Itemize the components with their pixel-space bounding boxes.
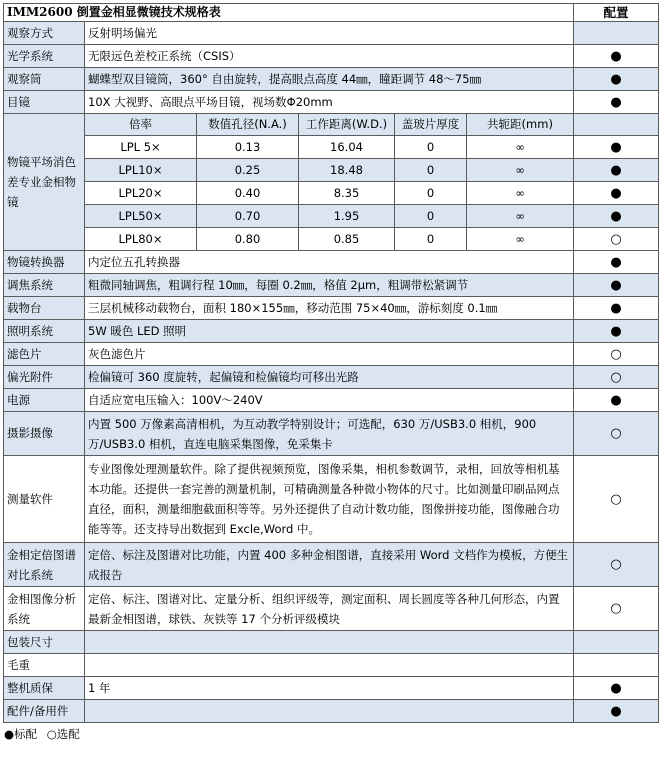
row-label-warranty: 整机质保 xyxy=(4,677,85,700)
legend xyxy=(4,726,661,742)
table-row xyxy=(4,159,659,182)
objective-header-na: 数值孔径(N.A.) xyxy=(197,114,299,136)
objective-cover: 0 xyxy=(395,182,467,205)
row-label-nosepiece: 物镜转换器 xyxy=(4,251,85,274)
objective-mag: LPL80× xyxy=(85,228,197,251)
row-value-filter: 灰色滤色片 xyxy=(85,343,574,366)
row-value-illumination: 5W 暖色 LED 照明 xyxy=(85,320,574,343)
objective-conj: ∞ xyxy=(467,182,574,205)
row-config-focusing: ● xyxy=(574,274,659,297)
objective-na: 0.70 xyxy=(197,205,299,228)
objective-cover: 0 xyxy=(395,136,467,159)
objective-conj: ∞ xyxy=(467,205,574,228)
row-label-objective: 物镜平场消色差专业金相物镜 xyxy=(4,114,85,251)
objective-config: ● xyxy=(574,136,659,159)
objective-config: ● xyxy=(574,159,659,182)
model-number: IMM2600 xyxy=(7,5,73,19)
row-value-nosepiece: 内定位五孔转换器 xyxy=(85,251,574,274)
table-row xyxy=(4,205,659,228)
row-config-accessories: ● xyxy=(574,700,659,723)
objective-wd: 8.35 xyxy=(299,182,395,205)
row-label-optical-system: 光学系统 xyxy=(4,45,85,68)
objective-mag: LPL10× xyxy=(85,159,197,182)
row-value-camera: 内置 500 万像素高清相机，为互动教学特别设计；可选配，630 万/USB3.0 相机，900 万/USB3.0 相机，直连电脑采集图像，免采集卡 xyxy=(85,412,574,456)
table-title xyxy=(4,4,574,22)
row-value-gross-weight xyxy=(85,654,574,677)
row-label-filter: 滤色片 xyxy=(4,343,85,366)
objective-config: ● xyxy=(574,182,659,205)
row-label-power: 电源 xyxy=(4,389,85,412)
row-config-illumination: ● xyxy=(574,320,659,343)
objective-header-conj: 共轭距(mm) xyxy=(467,114,574,136)
objective-na: 0.13 xyxy=(197,136,299,159)
objective-cover: 0 xyxy=(395,159,467,182)
row-value-power: 自适应宽电压输入：100V～240V xyxy=(85,389,574,412)
row-label-observation-mode: 观察方式 xyxy=(4,22,85,45)
row-config-nosepiece: ● xyxy=(574,251,659,274)
objective-header-mag: 倍率 xyxy=(85,114,197,136)
objective-wd: 1.95 xyxy=(299,205,395,228)
objective-conj: ∞ xyxy=(467,136,574,159)
row-label-atlas: 金相定倍图谱对比系统 xyxy=(4,543,85,587)
row-config-gross-weight xyxy=(574,654,659,677)
row-config-stage: ● xyxy=(574,297,659,320)
objective-na: 0.40 xyxy=(197,182,299,205)
row-config-eyepiece: ● xyxy=(574,91,659,114)
row-config-atlas: ○ xyxy=(574,543,659,587)
objective-conj: ∞ xyxy=(467,159,574,182)
row-label-illumination: 照明系统 xyxy=(4,320,85,343)
objective-wd: 18.48 xyxy=(299,159,395,182)
row-label-stage: 载物台 xyxy=(4,297,85,320)
row-value-stage: 三层机械移动载物台，面积 180×155㎜，移动范围 75×40㎜，游标刻度 0.1㎜ xyxy=(85,297,574,320)
row-config-analysis: ○ xyxy=(574,587,659,631)
row-label-package-size: 包装尺寸 xyxy=(4,631,85,654)
row-config-polarizer: ○ xyxy=(574,366,659,389)
row-value-software: 专业图像处理测量软件。除了提供视频预览，图像采集，相机参数调节，录相，回放等相机基本功能。还提供一套完善的测量机制，可精确测量各种微小物体的尺寸。比如测量印刷品网点直径，面积，测量细胞截面积等等。另外还提供了自动计数功能，图像拼接功能，图像融合功能等等。还支持导出数据到 Excle,Word 中。 xyxy=(85,456,574,543)
row-label-camera: 摄影摄像 xyxy=(4,412,85,456)
row-label-polarizer: 偏光附件 xyxy=(4,366,85,389)
row-value-warranty: 1 年 xyxy=(85,677,574,700)
table-row xyxy=(4,228,659,251)
spec-table xyxy=(3,3,659,723)
row-config-camera: ○ xyxy=(574,412,659,456)
table-row xyxy=(4,136,659,159)
objective-conj: ∞ xyxy=(467,228,574,251)
row-value-observation-mode: 反射明场偏光 xyxy=(85,22,574,45)
row-config-power: ● xyxy=(574,389,659,412)
objective-mag: LPL20× xyxy=(85,182,197,205)
config-header: 配置 xyxy=(574,4,659,22)
objective-config: ● xyxy=(574,205,659,228)
row-value-polarizer: 检偏镜可 360 度旋转，起偏镜和检偏镜均可移出光路 xyxy=(85,366,574,389)
row-value-analysis: 定倍、标注、图谱对比、定量分析、组织评级等，测定面积、周长圆度等各种几何形态，内置最新金相图谱，球铁、灰铁等 17 个分析评级模块 xyxy=(85,587,574,631)
row-config-package-size xyxy=(574,631,659,654)
row-value-accessories xyxy=(85,700,574,723)
row-value-eyepiece: 10X 大视野、高眼点平场目镜，视场数Φ20mm xyxy=(85,91,574,114)
objective-header-wd: 工作距离(W.D.) xyxy=(299,114,395,136)
legend-standard: ●标配 xyxy=(4,727,38,741)
row-label-eyepiece: 目镜 xyxy=(4,91,85,114)
row-label-gross-weight: 毛重 xyxy=(4,654,85,677)
objective-config: ○ xyxy=(574,228,659,251)
table-title-text: 倒置金相显微镜技术规格表 xyxy=(76,5,221,19)
table-row xyxy=(4,182,659,205)
objective-header-config xyxy=(574,114,659,136)
row-config-observation-mode xyxy=(574,22,659,45)
row-value-atlas: 定倍、标注及图谱对比功能，内置 400 多种金相图谱，直接采用 Word 文档作为模板，方便生成报告 xyxy=(85,543,574,587)
row-config-filter: ○ xyxy=(574,343,659,366)
objective-cover: 0 xyxy=(395,228,467,251)
objective-header-cover: 盖玻片厚度 xyxy=(395,114,467,136)
objective-wd: 16.04 xyxy=(299,136,395,159)
row-config-warranty: ● xyxy=(574,677,659,700)
objective-cover: 0 xyxy=(395,205,467,228)
row-label-eyepiece-tube: 观察筒 xyxy=(4,68,85,91)
row-config-optical-system: ● xyxy=(574,45,659,68)
row-label-analysis: 金相图像分析系统 xyxy=(4,587,85,631)
objective-na: 0.80 xyxy=(197,228,299,251)
row-config-software: ○ xyxy=(574,456,659,543)
row-value-eyepiece-tube: 蝴蝶型双目镜筒，360° 自由旋转，提高眼点高度 44㎜，瞳距调节 48～75㎜ xyxy=(85,68,574,91)
row-label-focusing: 调焦系统 xyxy=(4,274,85,297)
objective-mag: LPL50× xyxy=(85,205,197,228)
row-label-accessories: 配件/备用件 xyxy=(4,700,85,723)
legend-optional: ○选配 xyxy=(46,727,80,741)
objective-na: 0.25 xyxy=(197,159,299,182)
row-value-package-size xyxy=(85,631,574,654)
row-label-software: 测量软件 xyxy=(4,456,85,543)
objective-mag: LPL 5× xyxy=(85,136,197,159)
objective-wd: 0.85 xyxy=(299,228,395,251)
row-config-eyepiece-tube: ● xyxy=(574,68,659,91)
row-value-focusing: 粗微同轴调焦，粗调行程 10㎜，每圈 0.2㎜，格值 2μm，粗调带松紧调节 xyxy=(85,274,574,297)
row-value-optical-system: 无限远色差校正系统（CSIS） xyxy=(85,45,574,68)
